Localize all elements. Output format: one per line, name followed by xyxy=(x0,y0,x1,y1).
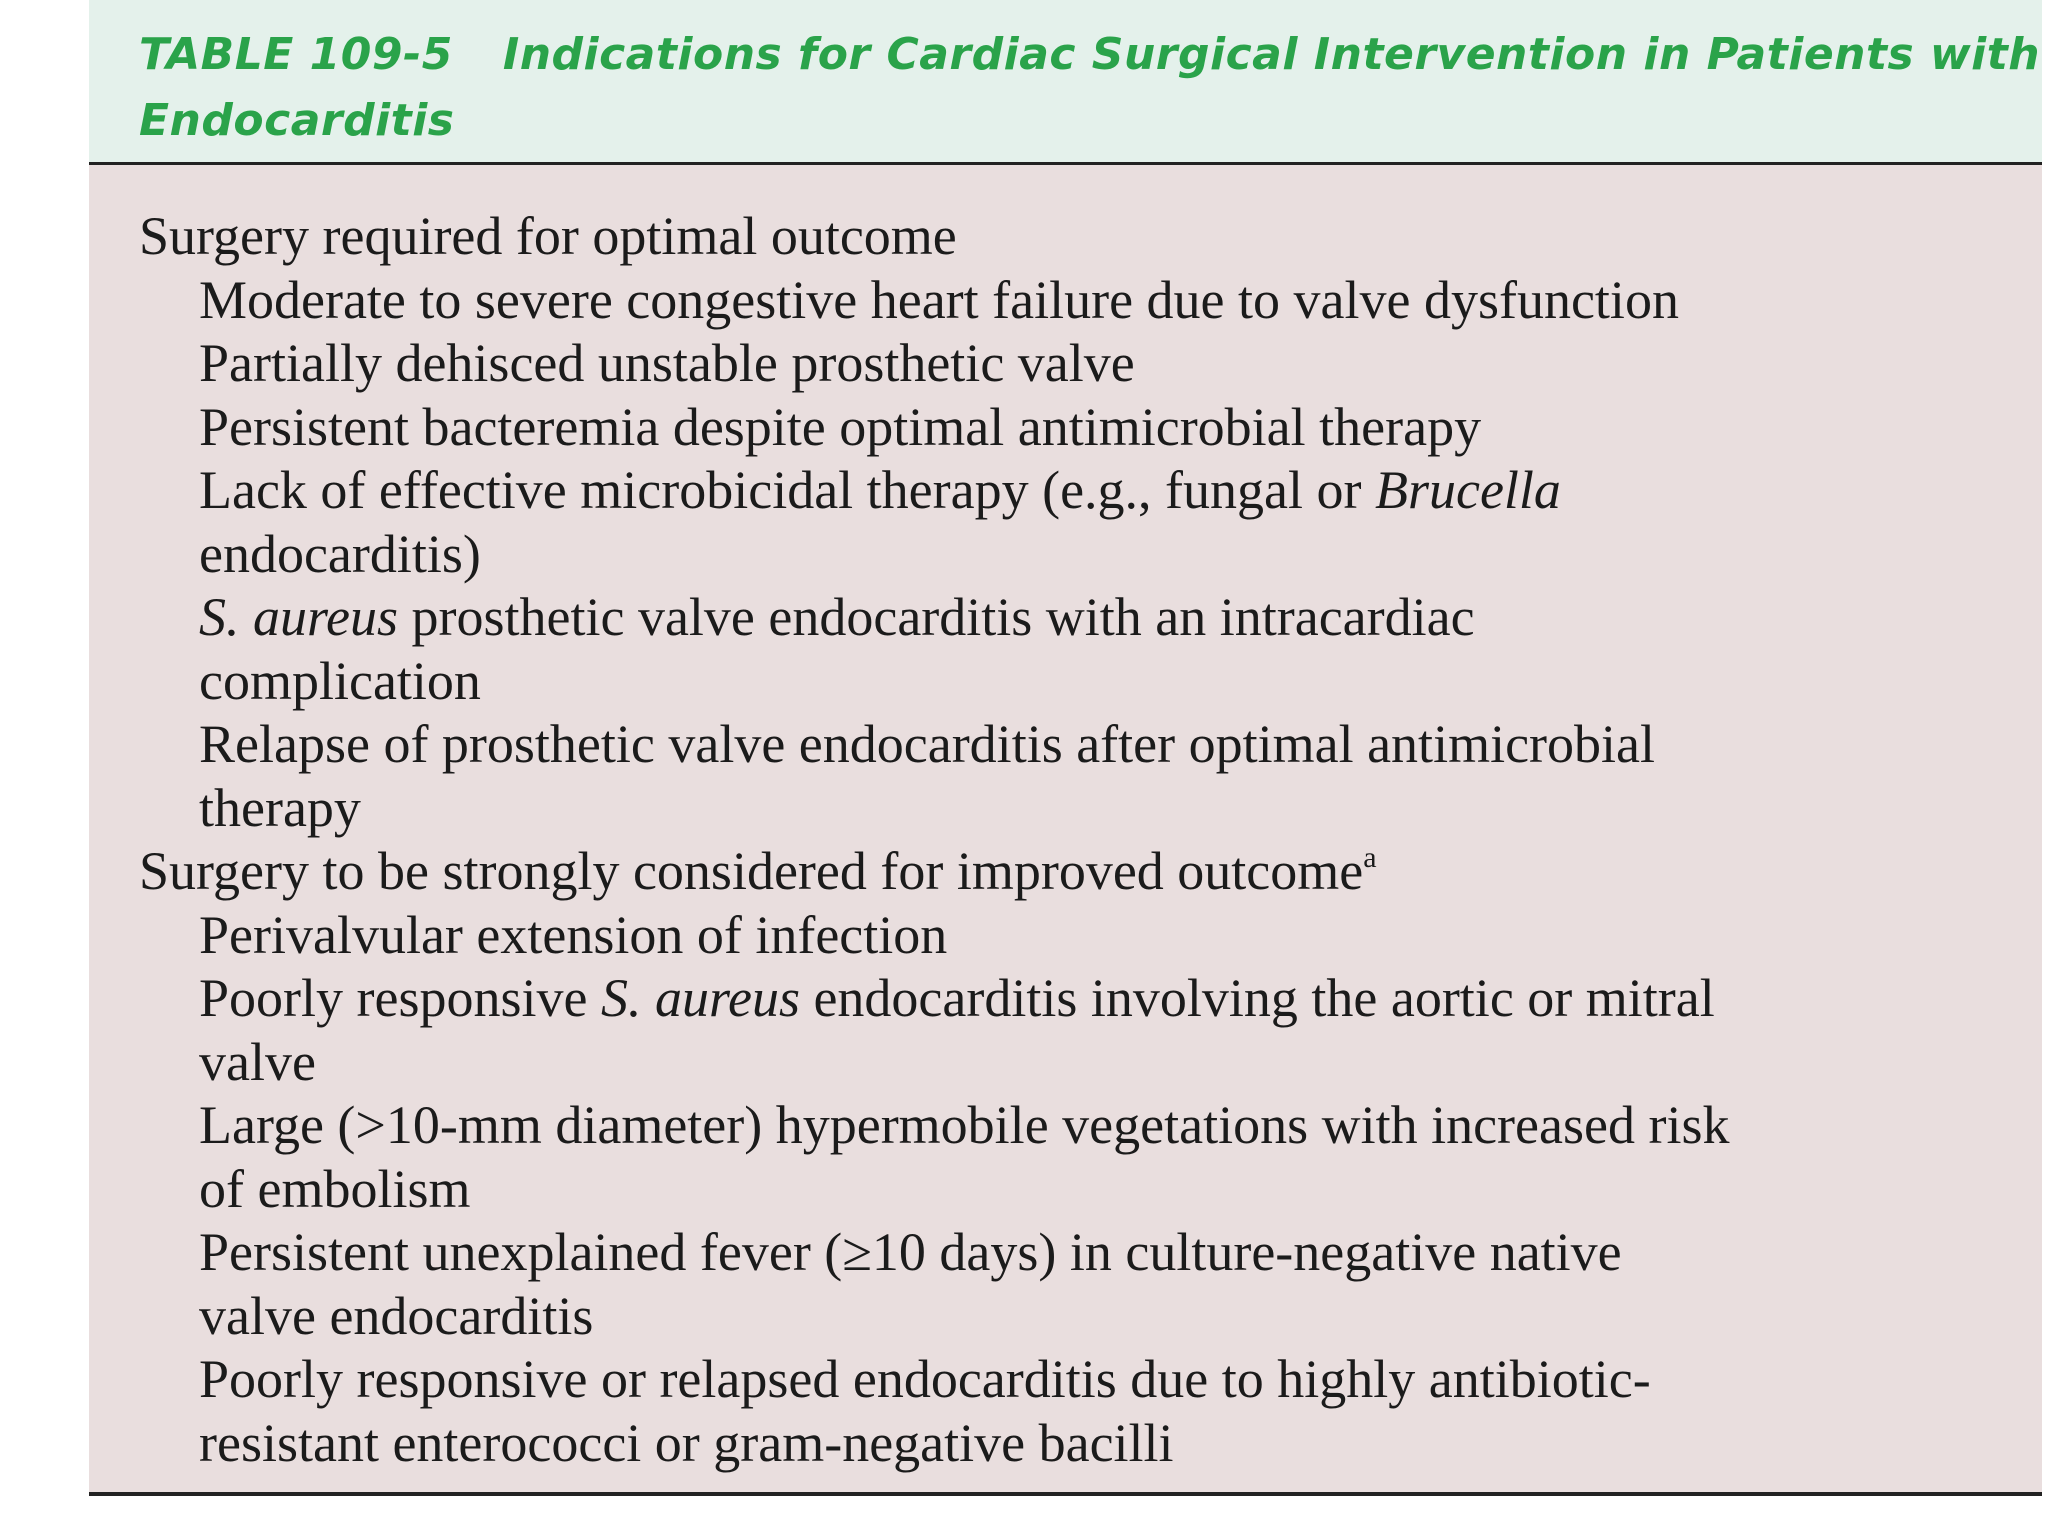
table-title: Indications for Cardiac Surgical Intervention in Patients with Endocarditis xyxy=(139,29,2041,146)
section-heading-required: Surgery required for optimal outcome xyxy=(139,206,957,266)
table-body xyxy=(89,165,2042,1492)
list-item: Poorly responsive or relapsed endocarditis due to highly antibiotic- resistant enterococci or gram-negative bacilli xyxy=(199,1349,1651,1473)
list-item: Poorly responsive S. aureus endocarditis involving the aortic or mitral valve xyxy=(199,968,1715,1092)
list-item: Lack of effective microbicidal therapy (e.g., fungal or Brucella endocarditis) xyxy=(199,460,1561,584)
list-item: Perivalvular extension of infection xyxy=(199,904,948,965)
list-item: Persistent unexplained fever (≥10 days) in culture-negative native valve endocarditis xyxy=(199,1222,1622,1346)
table-number: TABLE 109-5 xyxy=(139,29,453,80)
table-header xyxy=(89,0,2042,162)
list-item: Relapse of prosthetic valve endocarditis after optimal antimicrobial therapy xyxy=(199,714,1655,838)
list-item: Large (>10-mm diameter) hypermobile vegetations with increased risk of embolism xyxy=(199,1095,1730,1219)
table xyxy=(89,0,2042,1496)
list-item: Partially dehisced unstable prosthetic valve xyxy=(199,333,1135,393)
list-item: S. aureus prosthetic valve endocarditis with an intracardiac complication xyxy=(199,587,1475,711)
footer-rule xyxy=(89,1492,2042,1496)
footnote-marker: a xyxy=(1363,841,1377,874)
section-heading-considered: Surgery to be strongly considered for improved outcome$^a$ xyxy=(139,841,1377,901)
list-item: Moderate to severe congestive heart failure due to valve dysfunction xyxy=(199,269,1679,330)
list-item: Persistent bacteremia despite optimal antimicrobial therapy xyxy=(199,396,1482,457)
